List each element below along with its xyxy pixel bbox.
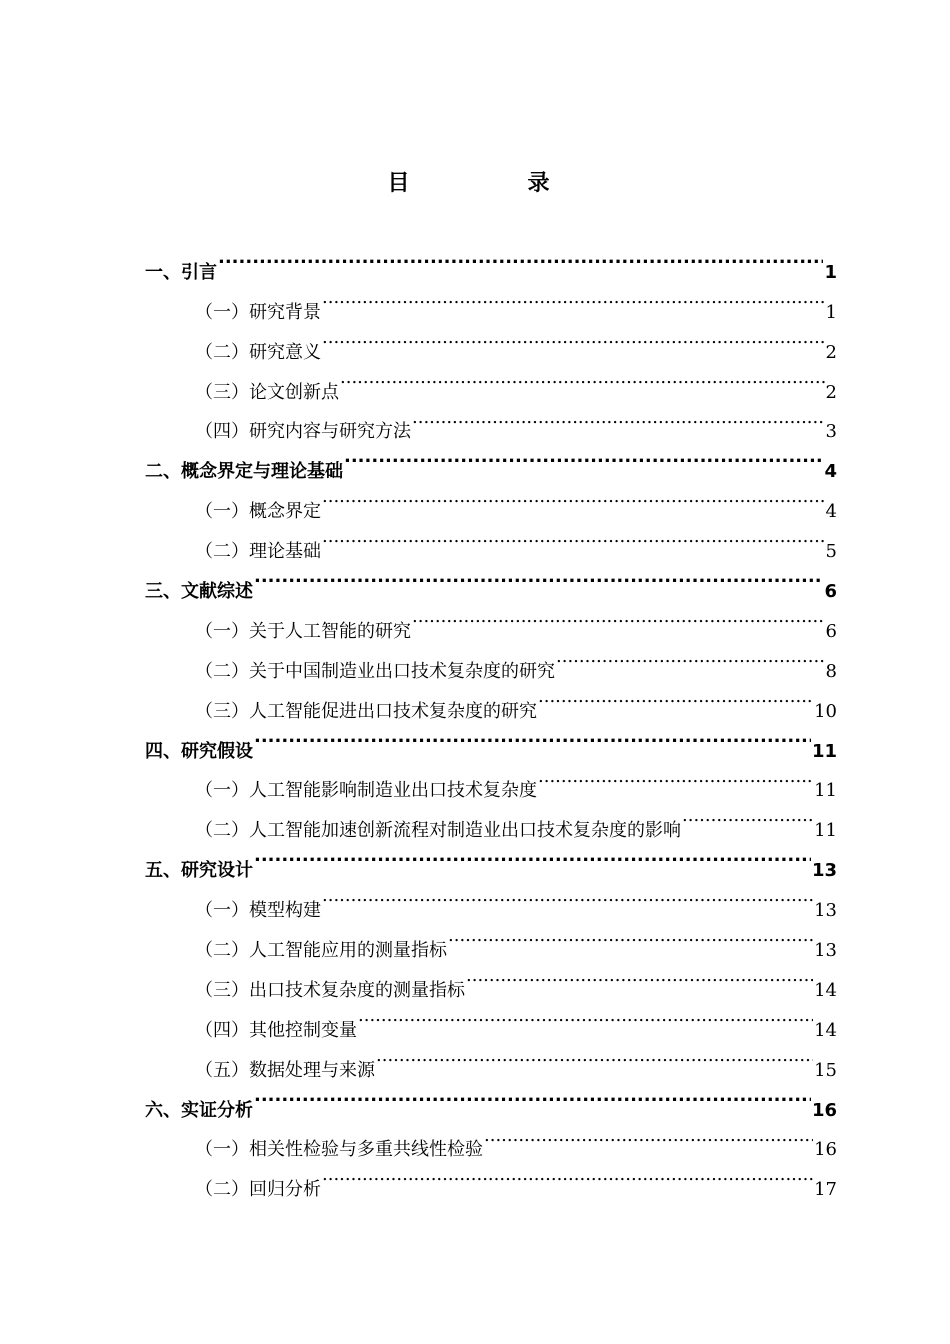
toc-entry-title: （二）理论基础: [195, 541, 321, 563]
toc-entry-title: （一）研究背景: [195, 301, 321, 323]
toc-chapter-entry[interactable]: [145, 238, 837, 283]
toc-page-number: 6: [824, 581, 837, 603]
toc-dot-leader: [322, 278, 825, 318]
toc-page-number: 3: [825, 421, 837, 443]
toc-page-number: 13: [814, 940, 837, 962]
toc-dot-leader: [322, 1155, 813, 1195]
toc-entry-title: （二）人工智能应用的测量指标: [195, 940, 447, 962]
toc-page-number: 2: [825, 341, 837, 363]
toc-entry-title: 五、研究设计: [145, 860, 253, 882]
toc-entry-title: （二）关于中国制造业出口技术复杂度的研究: [195, 660, 555, 682]
toc-entry-title: 四、研究假设: [145, 740, 253, 762]
toc-page-number: 1: [825, 301, 837, 323]
toc-page-number: 14: [814, 1019, 837, 1041]
toc-entry-title: （三）论文创新点: [195, 381, 339, 403]
toc-page-number: 8: [825, 660, 837, 682]
toc-entry-title: 六、实证分析: [145, 1099, 253, 1121]
toc-dot-leader: [218, 238, 823, 278]
toc-dot-leader: [376, 1036, 813, 1076]
toc-page-number: 17: [814, 1179, 837, 1201]
toc-dot-leader: [466, 956, 813, 996]
toc-dot-leader: [322, 517, 825, 557]
toc-entry-title: （二）研究意义: [195, 341, 321, 363]
toc-entry-title: （一）模型构建: [195, 900, 321, 922]
toc-dot-leader: [322, 876, 813, 916]
toc-dot-leader: [484, 1116, 813, 1156]
toc-page-number: 13: [814, 900, 837, 922]
toc-page-number: 13: [811, 860, 837, 882]
toc-page-number: 11: [814, 820, 837, 842]
toc-dot-leader: [448, 916, 813, 956]
toc-dot-leader: [322, 318, 825, 358]
toc-page-number: 4: [824, 461, 837, 483]
toc-page-number: 1: [824, 261, 837, 283]
toc-dot-leader: [682, 796, 813, 836]
toc-page-number: 11: [811, 740, 837, 762]
toc-dot-leader: [538, 677, 813, 717]
toc-dot-leader: [254, 1076, 811, 1116]
toc-page-number: 10: [814, 700, 837, 722]
toc-page-number: 15: [814, 1059, 837, 1081]
toc-entry-title: （二）回归分析: [195, 1179, 321, 1201]
toc-dot-leader: [358, 996, 813, 1036]
toc-page-number: 5: [825, 541, 837, 563]
toc-dot-leader: [556, 637, 825, 677]
toc-page-number: 2: [825, 381, 837, 403]
toc-entry-title: （三）出口技术复杂度的测量指标: [195, 979, 465, 1001]
toc-entry-title: （一）相关性检验与多重共线性检验: [195, 1139, 483, 1161]
toc-page-number: 11: [814, 780, 837, 802]
toc-entry-title: （一）关于人工智能的研究: [195, 620, 411, 642]
toc-entry-title: （一）概念界定: [195, 501, 321, 523]
toc-entry-title: （一）人工智能影响制造业出口技术复杂度: [195, 780, 537, 802]
toc-dot-leader: [322, 477, 825, 517]
toc-dot-leader: [254, 836, 811, 876]
toc-dot-leader: [538, 757, 813, 797]
toc-page-number: 4: [825, 501, 837, 523]
toc-page-number: 16: [811, 1099, 837, 1121]
toc-page-number: 16: [814, 1139, 837, 1161]
toc-entry-title: （二）人工智能加速创新流程对制造业出口技术复杂度的影响: [195, 820, 681, 842]
toc-entry-title: （四）其他控制变量: [195, 1019, 357, 1041]
toc-dot-leader: [412, 398, 825, 438]
toc-dot-leader: [412, 597, 825, 637]
table-of-contents: [145, 238, 837, 1201]
toc-section-entry[interactable]: [145, 278, 837, 323]
toc-dot-leader: [340, 358, 825, 398]
toc-entry-title: （三）人工智能促进出口技术复杂度的研究: [195, 700, 537, 722]
toc-entry-title: 三、文献综述: [145, 581, 253, 603]
page-title: 目 录: [387, 171, 598, 196]
toc-page-number: 6: [825, 620, 837, 642]
toc-page-number: 14: [814, 979, 837, 1001]
toc-entry-title: 一、引言: [145, 261, 217, 283]
toc-entry-title: 二、概念界定与理论基础: [145, 461, 343, 483]
toc-entry-title: （四）研究内容与研究方法: [195, 421, 411, 443]
toc-entry-title: （五）数据处理与来源: [195, 1059, 375, 1081]
toc-dot-leader: [254, 557, 823, 597]
toc-dot-leader: [344, 437, 823, 477]
toc-dot-leader: [254, 717, 811, 757]
